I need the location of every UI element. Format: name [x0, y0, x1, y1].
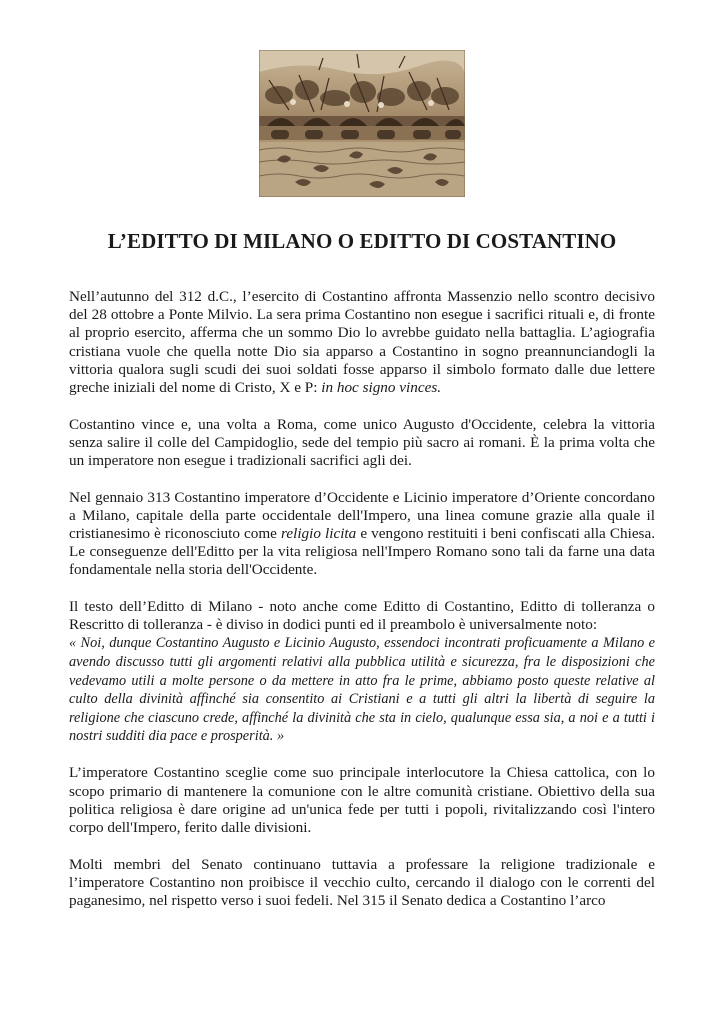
paragraph-victory-rome — [69, 416, 655, 471]
paragraph-text: Molti membri del Senato continuano tuttavia a professare la religione tradizionale e l’imperatore Costantino non proibisce il vecchio culto, cercando il dialogo con le correnti del paganesimo, nel rispetto verso i suoi fedeli. Nel 315 il Senato dedica a Costantino l’arco — [69, 855, 655, 909]
paragraph-text: Nell’autunno del 312 d.C., l’esercito di Costantino affronta Massenzio nello scontro decisivo del 28 ottobre a Ponte Milvio. La sera prima Costantino non esegue i sacrifici rituali e, di fronte al proprio esercito, afferma che un sommo Dio lo avrebbe guidato nella battaglia. L’agiografia cristiana vuole che quella notte Dio sia apparso a Costantino in sogno preannunciandogli la vittoria qualora sugli scudi dei suoi soldati fosse apparso il simbolo formato dalle due lettere greche iniziali del nome di Cristo, X e P: — [69, 288, 655, 397]
paragraph-italic-motto: in hoc signo vinces. — [321, 379, 442, 397]
edict-preamble-quote: « Noi, dunque Costantino Augusto e Licinio Augusto, essendoci incontrati proficuamente a Milano e avendo discusso tutti gli argomenti relativi alla pubblica utilità e sicurezza, fra le disposizioni che vedevamo utili a molte persone o da mettere in atto fra le prime, abbiamo posto queste relative al culto della divinità affinché sia consentito ai Cristiani e a tutti gli altri la libertà di seguire la religione che ciascuno crede, affinché la divinità che sta in cielo, qualunque essa sia, a noi e a tutti i nostri sudditi dia pace e prosperità. » — [69, 635, 655, 745]
paragraph-italic-religio-licita: religio licita — [281, 525, 357, 543]
paragraph-catholic-church — [69, 764, 655, 837]
battle-illustration — [259, 50, 465, 197]
paragraph-edict-agreement — [69, 489, 655, 580]
paragraph-senate — [69, 856, 655, 911]
paragraph-text: Il testo dell’Editto di Milano - noto anche come Editto di Costantino, Editto di tolleranza o Rescritto di tolleranza - è diviso in dodici punti ed il preambolo è universalmente noto: — [69, 598, 655, 634]
document-body — [69, 288, 655, 929]
engraving-image — [259, 50, 465, 197]
paragraph-milvian-bridge — [69, 288, 655, 397]
paragraph-text: e vengono restituiti i beni confiscati alla Chiesa. Le conseguenze dell'Editto per la vita religiosa nell'Impero Romano sono tali da farne una data fondamentale nella storia dell'Occidente. — [69, 525, 656, 579]
paragraph-text: L’imperatore Costantino sceglie come suo principale interlocutore la Chiesa cattolica, con lo scopo primario di mantenere la comunione con le altre comunità cristiane. Obiettivo della sua politica religiosa è dare origine ad un'unica fede per tutti i popoli, rivitalizzando così l'intero corpo dell'Impero, ferito dalle divisioni. — [69, 764, 655, 836]
paragraph-text: Nel gennaio 313 Costantino imperatore d’Occidente e Licinio imperatore d’Oriente concordano a Milano, capitale della parte occidentale dell'Impero, una linea comune grazie alla quale il cristianesimo è riconosciuto come — [69, 488, 655, 543]
paragraph-text: Costantino vince e, una volta a Roma, come unico Augusto d'Occidente, celebra la vittoria senza salire il colle del Campidoglio, sede del tempio più sacro ai romani. È la prima volta che un imperatore non esegue i tradizionali sacrifici agli dei. — [69, 415, 655, 470]
document-title: L’EDITTO DI MILANO O EDITTO DI COSTANTINO — [107, 229, 617, 253]
paragraph-edict-text — [69, 598, 655, 746]
